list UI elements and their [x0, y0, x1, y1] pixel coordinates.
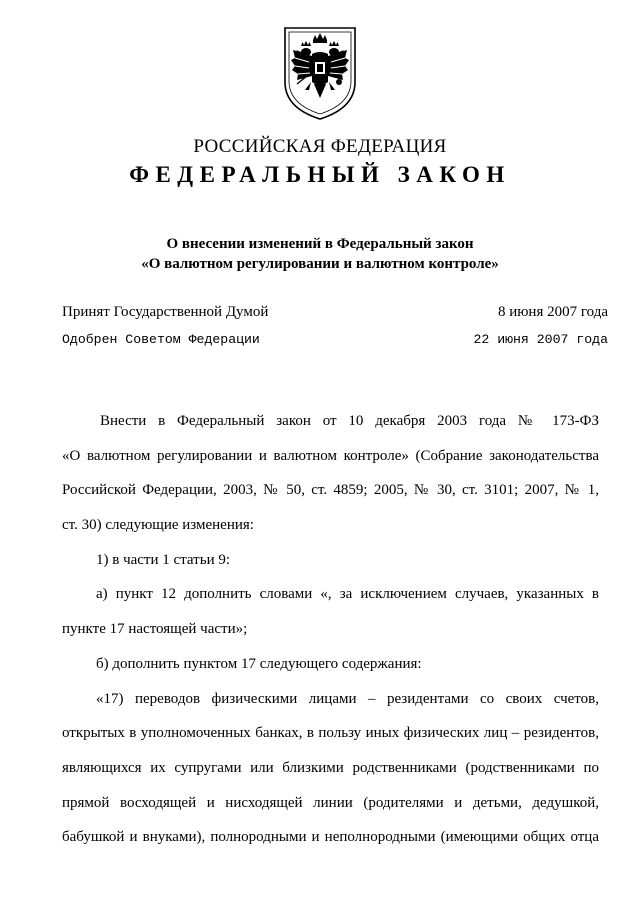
- council-date: 22 июня 2007 года: [473, 332, 608, 347]
- body-line: прямой восходящей и нисходящей линии (родителями и детьми, дедушкой,: [62, 794, 599, 811]
- body-line: открытых в уполномоченных банках, в пользу иных физических лиц – резидентов,: [62, 725, 599, 742]
- body-line: а) пункт 12 дополнить словами «, за исключением случаев, указанных в: [96, 586, 599, 603]
- law-title-line-2: «О валютном регулировании и валютном контроле»: [141, 256, 499, 272]
- russian-coat-of-arms-icon: [279, 24, 361, 122]
- body-line: б) дополнить пунктом 17 следующего содержания:: [96, 655, 422, 672]
- body-line: «О валютном регулировании и валютном контроле» (Собрание законодательства: [62, 447, 599, 464]
- body-line: «17) переводов физическими лицами – резидентами со своих счетов,: [96, 690, 599, 707]
- law-type-heading: ФЕДЕРАЛЬНЫЙ ЗАКОН: [129, 162, 511, 187]
- duma-label: Принят Государственной Думой: [62, 304, 269, 320]
- body-line: ст. 30) следующие изменения:: [62, 517, 254, 534]
- law-body: [62, 404, 599, 855]
- body-line: Российской Федерации, 2003, № 50, ст. 4859; 2005, № 30, ст. 3101; 2007, № 1,: [62, 482, 599, 499]
- body-line: 1) в части 1 статьи 9:: [96, 551, 231, 568]
- body-line: Внести в Федеральный закон от 10 декабря 2003 года № 173-ФЗ: [100, 413, 599, 429]
- law-title: [0, 234, 640, 274]
- law-title-line-1: О внесении изменений в Федеральный закон: [166, 236, 474, 252]
- body-line: бабушкой и внуками), полнородными и неполнородными (имеющими общих отца: [62, 829, 599, 846]
- body-line: пункте 17 настоящей части»;: [62, 621, 248, 638]
- duma-date: 8 июня 2007 года: [497, 304, 608, 320]
- council-label: Одобрен Советом Федерации: [62, 332, 260, 347]
- body-line: являющихся их супругами или близкими родственниками (родственниками по: [62, 759, 599, 776]
- country-heading: РОССИЙСКАЯ ФЕДЕРАЦИЯ: [193, 136, 447, 157]
